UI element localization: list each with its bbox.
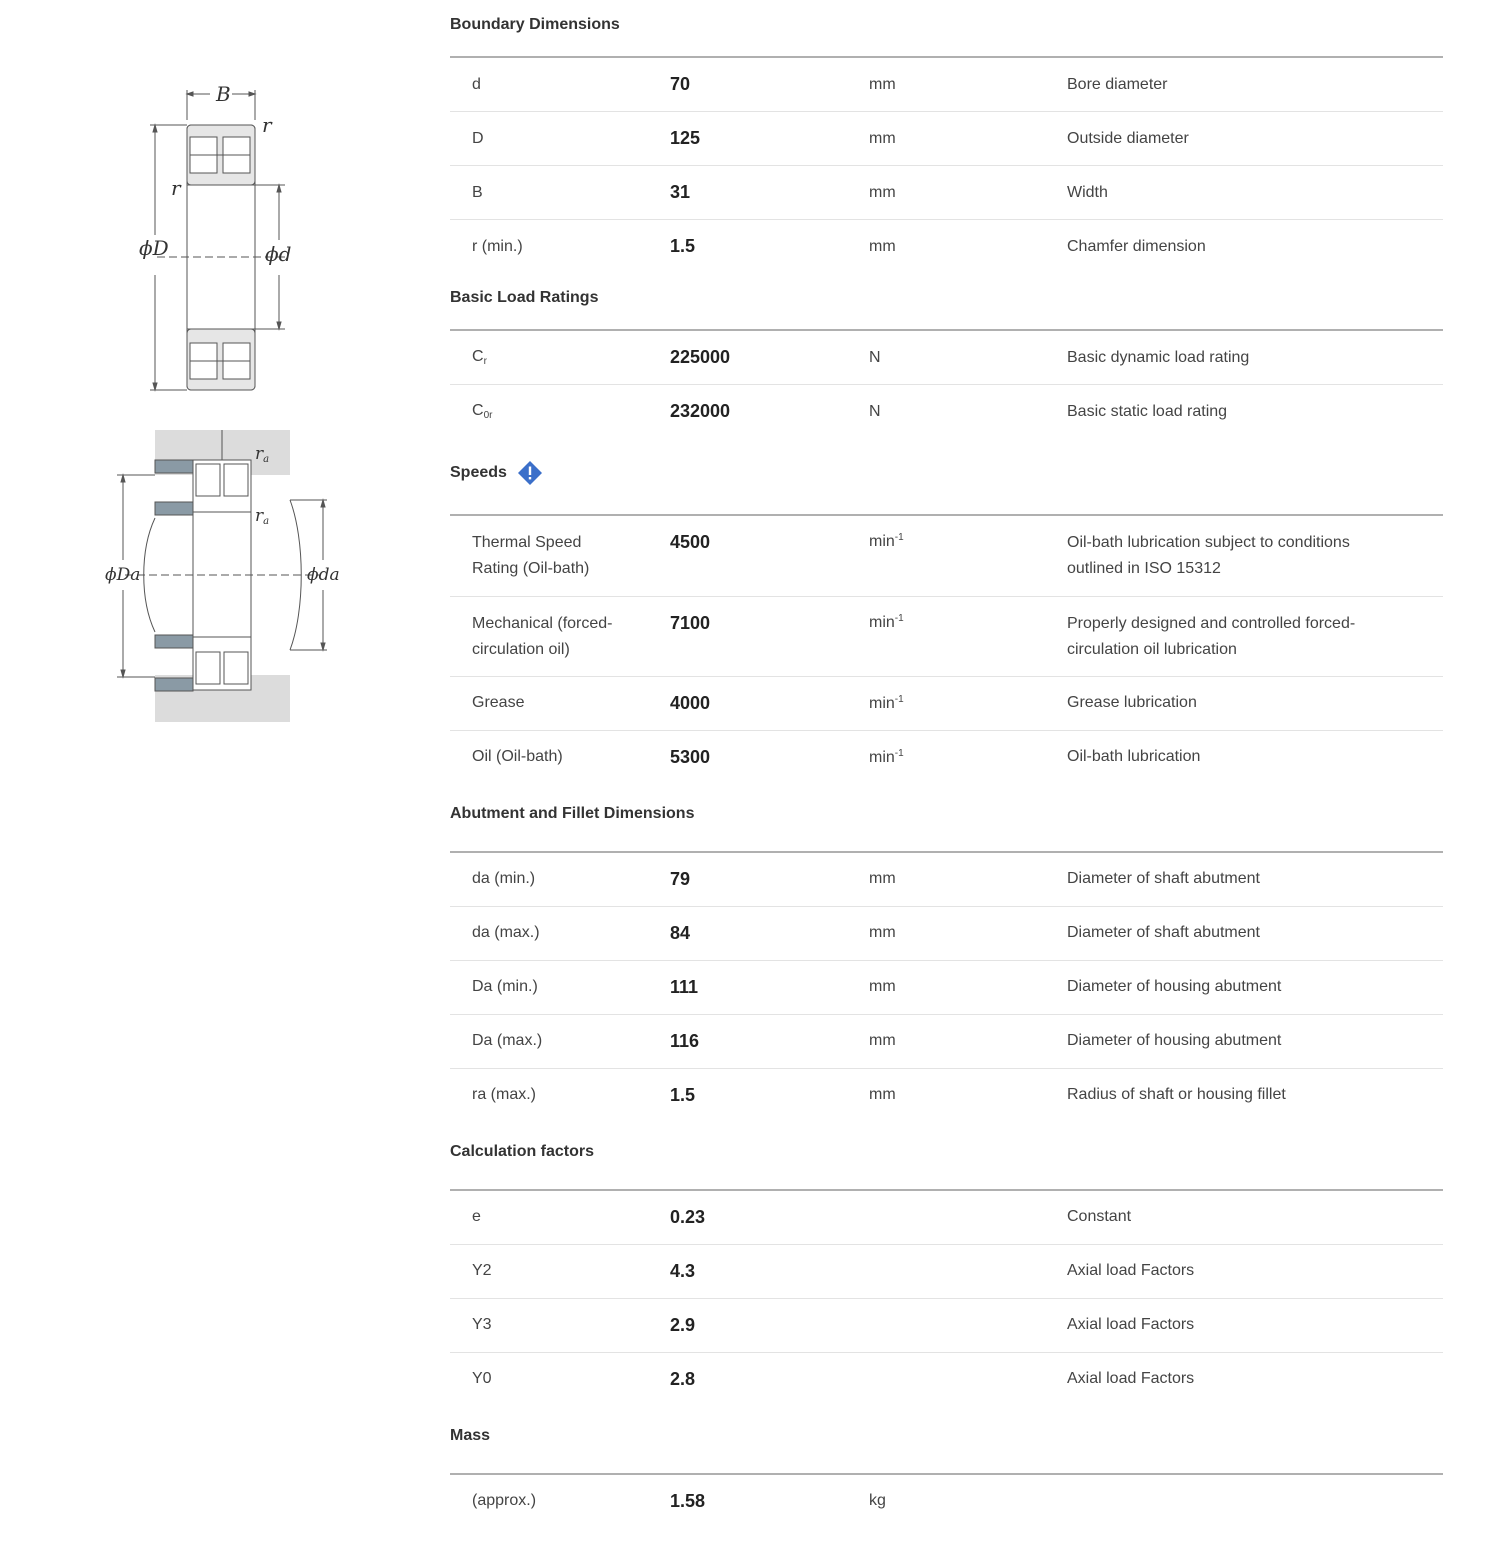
param-value: 5300 [670, 746, 711, 767]
section-title: Abutment and Fillet Dimensions [450, 805, 695, 822]
calc-table [450, 1191, 1443, 1406]
param-name: Mechanical (forced-circulation oil) [472, 614, 613, 658]
param-desc: Outside diameter [1067, 129, 1189, 147]
param-name: $C_r$ [472, 348, 487, 367]
param-unit [869, 1244, 1067, 1298]
param-value: 4000 [670, 692, 711, 713]
table-row [450, 1475, 1443, 1528]
param-value: 84 [670, 922, 691, 943]
param-name: Da (min.) [472, 978, 538, 995]
param-desc: Diameter of housing abutment [1067, 1032, 1282, 1049]
param-name: e [472, 1208, 481, 1225]
param-name: da (max.) [472, 924, 540, 941]
param-unit: $\min^{-1}$ [869, 747, 904, 766]
param-unit [869, 1298, 1067, 1352]
param-desc: Grease lubrication [1067, 694, 1197, 711]
param-desc: Axial load Factors [1067, 1316, 1195, 1333]
param-name: ra (max.) [472, 1086, 536, 1103]
section-title: Mass [450, 1427, 491, 1444]
param-value: 31 [670, 182, 691, 202]
param-unit: mm [869, 183, 896, 201]
param-name: da (min.) [472, 870, 536, 887]
table-row [450, 58, 1443, 112]
table-row [450, 331, 1443, 385]
table-row [450, 730, 1443, 784]
param-unit: mm [869, 870, 896, 887]
param-value: 1.58 [670, 1490, 706, 1511]
section-boundary-dimensions [450, 0, 1443, 58]
param-unit: $\min^{-1}$ [869, 612, 904, 631]
table-row [450, 112, 1443, 166]
table-row [450, 516, 1443, 596]
param-desc: Basic static load rating [1067, 402, 1228, 420]
info-diamond-icon[interactable] [517, 460, 543, 486]
param-desc: Diameter of shaft abutment [1067, 870, 1260, 887]
table-row [450, 385, 1443, 439]
param-desc: Width [1067, 183, 1108, 201]
section-mass [450, 1406, 1443, 1475]
param-desc: Constant [1067, 1208, 1132, 1225]
param-value: 116 [670, 1030, 700, 1051]
section-title: Basic Load Ratings [450, 289, 599, 306]
spec-content [450, 0, 1443, 1528]
param-unit [869, 1191, 1067, 1245]
table-row [450, 1014, 1443, 1068]
param-unit: $\min^{-1}$ [869, 693, 904, 712]
bearing-drawings [95, 75, 355, 740]
param-value: 1.5 [670, 236, 696, 256]
label-ra-inner: ra [255, 506, 270, 527]
section-abutment-fillet [450, 784, 1443, 853]
boundary-table [450, 58, 1443, 273]
param-value: 1.5 [670, 1084, 696, 1105]
param-value: 0.23 [670, 1206, 706, 1227]
label-B: B [216, 82, 231, 106]
table-row [450, 220, 1443, 274]
param-unit: mm [869, 75, 896, 93]
bearing-cross-section-drawing [95, 75, 355, 735]
param-value: 70 [670, 74, 691, 94]
param-unit: $\min^{-1}$ [869, 532, 904, 550]
param-unit: N [869, 348, 881, 366]
param-value: 4500 [670, 532, 711, 552]
param-desc: Properly designed and controlled forced-circulation oil lubrication [1067, 614, 1356, 658]
label-phi-Da: ϕDa [105, 565, 141, 585]
param-desc: Radius of shaft or housing fillet [1067, 1086, 1286, 1103]
section-speeds [450, 438, 1443, 516]
section-calculation-factors [450, 1122, 1443, 1191]
label-phi-d: ϕd [265, 242, 292, 266]
param-value: 232000 [670, 401, 731, 421]
param-value: 2.9 [670, 1314, 696, 1335]
param-name: Thermal Speed Rating (Oil-bath) [472, 534, 590, 577]
param-value: 125 [670, 128, 701, 148]
table-row [450, 1068, 1443, 1122]
param-desc [1067, 1475, 1443, 1528]
param-name: D [472, 129, 484, 147]
speeds-table [450, 516, 1443, 784]
table-row [450, 1352, 1443, 1406]
param-unit: kg [869, 1492, 886, 1509]
label-phi-D: ϕD [139, 236, 169, 260]
table-row [450, 1191, 1443, 1245]
table-row [450, 596, 1443, 676]
param-unit: mm [869, 129, 896, 147]
param-name: r (min.) [472, 237, 523, 255]
table-row [450, 853, 1443, 907]
param-name: Y3 [472, 1316, 492, 1333]
param-value: 2.8 [670, 1368, 696, 1389]
param-unit: mm [869, 1086, 896, 1103]
mass-table [450, 1475, 1443, 1528]
label-ra-top: ra [255, 444, 270, 465]
table-row [450, 1298, 1443, 1352]
table-row [450, 906, 1443, 960]
table-row [450, 166, 1443, 220]
param-unit: mm [869, 237, 896, 255]
param-desc: Chamfer dimension [1067, 237, 1206, 255]
param-unit [869, 1352, 1067, 1406]
param-name: Oil (Oil-bath) [472, 748, 563, 765]
param-name: Y2 [472, 1262, 492, 1279]
table-row [450, 1244, 1443, 1298]
param-desc: Axial load Factors [1067, 1262, 1195, 1279]
label-phi-da: ϕda [307, 565, 340, 585]
param-name: Grease [472, 694, 525, 711]
param-unit: mm [869, 978, 896, 995]
table-row [450, 960, 1443, 1014]
param-name: d [472, 75, 481, 93]
param-unit: mm [869, 1032, 896, 1049]
param-unit: mm [869, 924, 896, 941]
table-row [450, 676, 1443, 730]
param-value: 4.3 [670, 1260, 696, 1281]
param-name: $C_{0r}$ [472, 402, 493, 421]
param-value: 225000 [670, 347, 731, 367]
param-name: Y0 [472, 1370, 492, 1387]
abutment-table [450, 853, 1443, 1122]
param-desc: Diameter of housing abutment [1067, 978, 1282, 995]
label-r-side: r [171, 176, 181, 200]
param-value: 111 [670, 976, 699, 997]
section-title: Speeds [450, 464, 507, 481]
param-name: B [472, 183, 483, 201]
section-title: Calculation factors [450, 1143, 595, 1160]
param-desc: Oil-bath lubrication subject to conditions outlined in ISO 15312 [1067, 534, 1350, 577]
param-desc: Axial load Factors [1067, 1370, 1195, 1387]
label-r-top: r [262, 113, 272, 137]
section-basic-load-ratings [450, 273, 1443, 331]
load-table [450, 331, 1443, 438]
param-desc: Diameter of shaft abutment [1067, 924, 1260, 941]
param-desc: Basic dynamic load rating [1067, 348, 1250, 366]
param-desc: Oil-bath lubrication [1067, 748, 1201, 765]
param-value: 7100 [670, 612, 711, 633]
param-desc: Bore diameter [1067, 75, 1168, 93]
section-title: Boundary Dimensions [450, 16, 620, 33]
param-unit: N [869, 402, 881, 420]
param-value: 79 [670, 868, 691, 889]
param-name: (approx.) [472, 1492, 537, 1509]
param-name: Da (max.) [472, 1032, 543, 1049]
